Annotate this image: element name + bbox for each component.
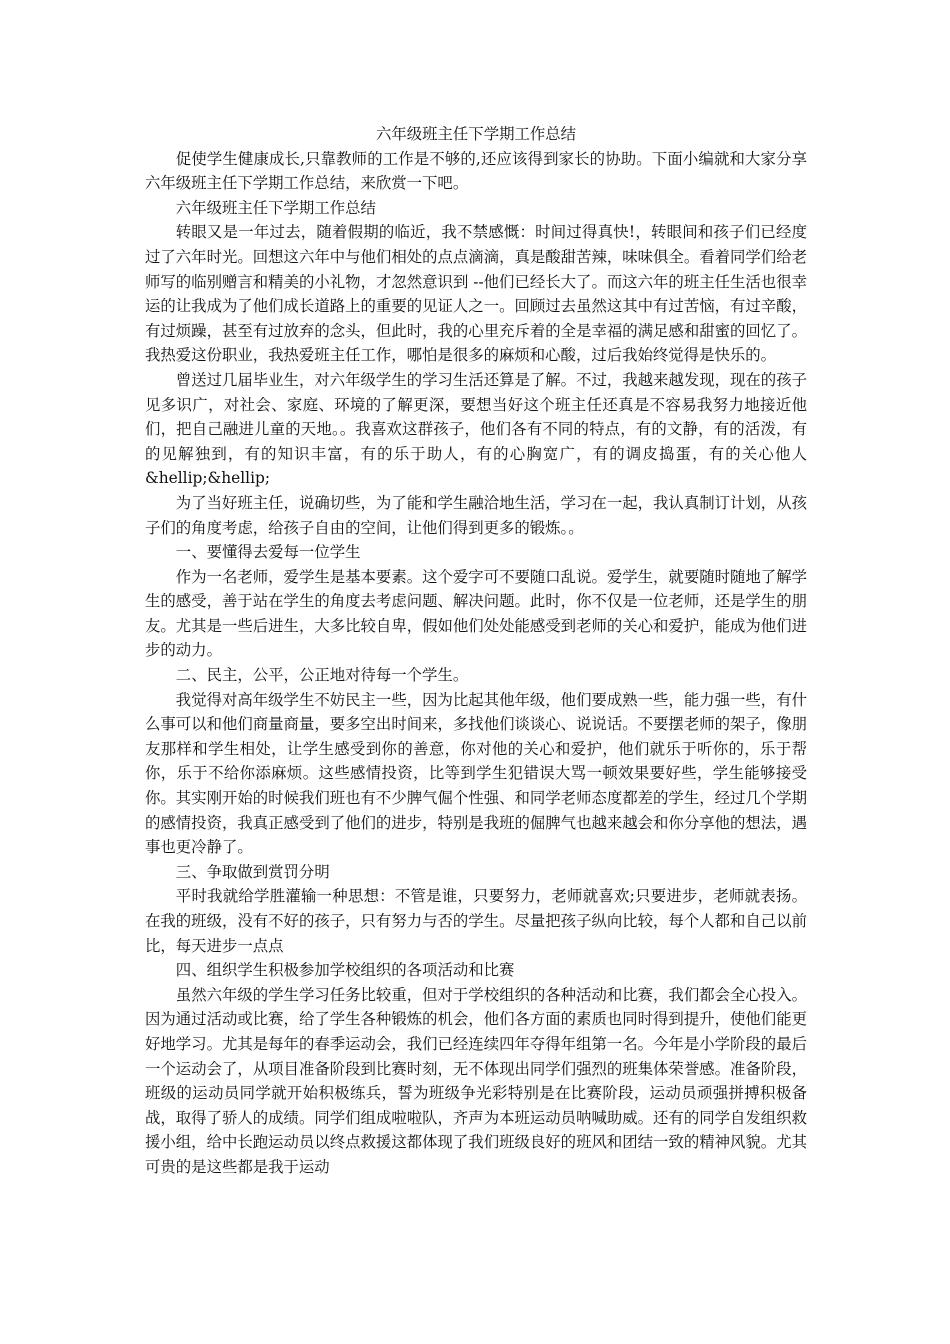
- document-title: 六年级班主任下学期工作总结: [375, 125, 577, 143]
- paragraph: 作为一名老师，爱学生是基本要素。这个爱字可不要随口乱说。爱学生，就要随时随地了解学生的感受，善于站在学生的角度去考虑问题、解决问题。此时，你不仅是一位老师，还是学生的朋友。尤其是一些后进生，大多比较自卑，假如他们处处能感受到老师的关心和爱护，能成为他们进步的动力。: [145, 567, 807, 660]
- paragraph-intro: 促使学生健康成长,只靠教师的工作是不够的,还应该得到家长的协助。下面小编就和大家分享六年级班主任下学期工作总结，来欣赏一下吧。: [145, 149, 807, 193]
- paragraph: 曾送过几届毕业生，对六年级学生的学习生活还算是了解。不过，我越来越发现，现在的孩子见多识广，对社会、家庭、环境的了解更深，要想当好这个班主任还真是不容易我努力地接近他们，把自己融进儿童的天地。。我喜欢这群孩子，他们各有不同的特点，有的文静，有的活泼，有的见解独到，有的知识丰富，有的乐于助人，有的心胸宽广，有的调皮捣蛋，有的关心他人&hellip;&hellip;: [145, 370, 807, 488]
- paragraph: 平时我就给学胜灌输一种思想：不管是谁，只要努力，老师就喜欢;只要进步，老师就表扬。在我的班级，没有不好的孩子，只有努力与否的学生。尽量把孩子纵向比较，每个人都和自己以前比，每天进步一点点: [145, 887, 807, 955]
- paragraph: 虽然六年级的学生学习任务比较重，但对于学校组织的各种活动和比赛，我们都会全心投入。因为通过活动或比赛，给了学生各种锻炼的机会，他们各方面的素质也同时得到提升，使他们能更好地学习。尤其是每年的春季运动会，我们已经连续四年夺得年组第一名。今年是小学阶段的最后一个运动会了，从项目准备阶段到比赛时刻，无不体现出同学们强烈的班集体荣誉感。准备阶段，班级的运动员同学就开始积极练兵，誓为班级争光彩特别是在比赛阶段，运动员顽强拼搏积极备战，取得了骄人的成绩。同学们组成啦啦队，齐声为本班运动员呐喊助威。还有的同学自发组织救援小组，给中长跑运动员以终点救援这都体现了我们班级良好的班风和团结一致的精神风貌。尤其可贵的是这些都是我于运动: [145, 985, 807, 1176]
- paragraph-subtitle: 六年级班主任下学期工作总结: [175, 198, 376, 217]
- paragraph: 我觉得对高年级学生不妨民主一些，因为比起其他年级，他们要成熟一些，能力强一些，有什么事可以和他们商量商量，要多空出时间来，多找他们谈谈心、说说话。不要摆老师的架子，像朋友那样和学生相处，让学生感受到你的善意，你对他的关心和爱护，他们就乐于听你的，乐于帮你，乐于不给你添麻烦。这些感情投资，比等到学生犯错误大骂一顿效果要好些，学生能够接受你。其实刚开始的时候我们班也有不少脾气倔个性强、和同学老师态度都差的学生，经过几个学期的感情投资，我真正感受到了他们的进步，特别是我班的倔脾气也越来越会和你分享他的想法，遇事也更冷静了。: [145, 690, 807, 857]
- section-heading: 四、组织学生积极参加学校组织的各项活动和比赛: [175, 961, 515, 980]
- document-page: [145, 122, 807, 1180]
- paragraph: 为了当好班主任，说确切些，为了能和学生融洽地生活，学习在一起，我认真制订计划，从孩子们的角度考虑，给孩子自由的空间，让他们得到更多的锻炼。。: [145, 493, 807, 537]
- paragraph: 转眼又是一年过去，随着假期的临近，我不禁感慨：时间过得真快!，转眼间和孩子们已经度过了六年时光。回想这六年中与他们相处的点点滴滴，真是酸甜苦辣，味味俱全。看着同学们给老师写的临别赠言和精美的小礼物，才忽然意识到 --他们已经长大了。而这六年的班主任生活也很幸运的让我成为了他们成长道路上的重要的见证人之一。回顾过去虽然这其中有过苦恼，有过辛酸，有过烦躁，甚至有过放弃的念头，但此时，我的心里充斥着的全是幸福的满足感和甜蜜的回忆了。我热爱这份职业，我热爱班主任工作，哪怕是很多的麻烦和心酸，过后我始终觉得是快乐的。: [145, 223, 807, 365]
- section-heading: 三、争取做到赏罚分明: [175, 862, 330, 881]
- section-heading: 一、要懂得去爱每一位学生: [175, 543, 361, 562]
- section-heading: 二、民主，公平，公正地对待每一个学生。: [175, 666, 469, 685]
